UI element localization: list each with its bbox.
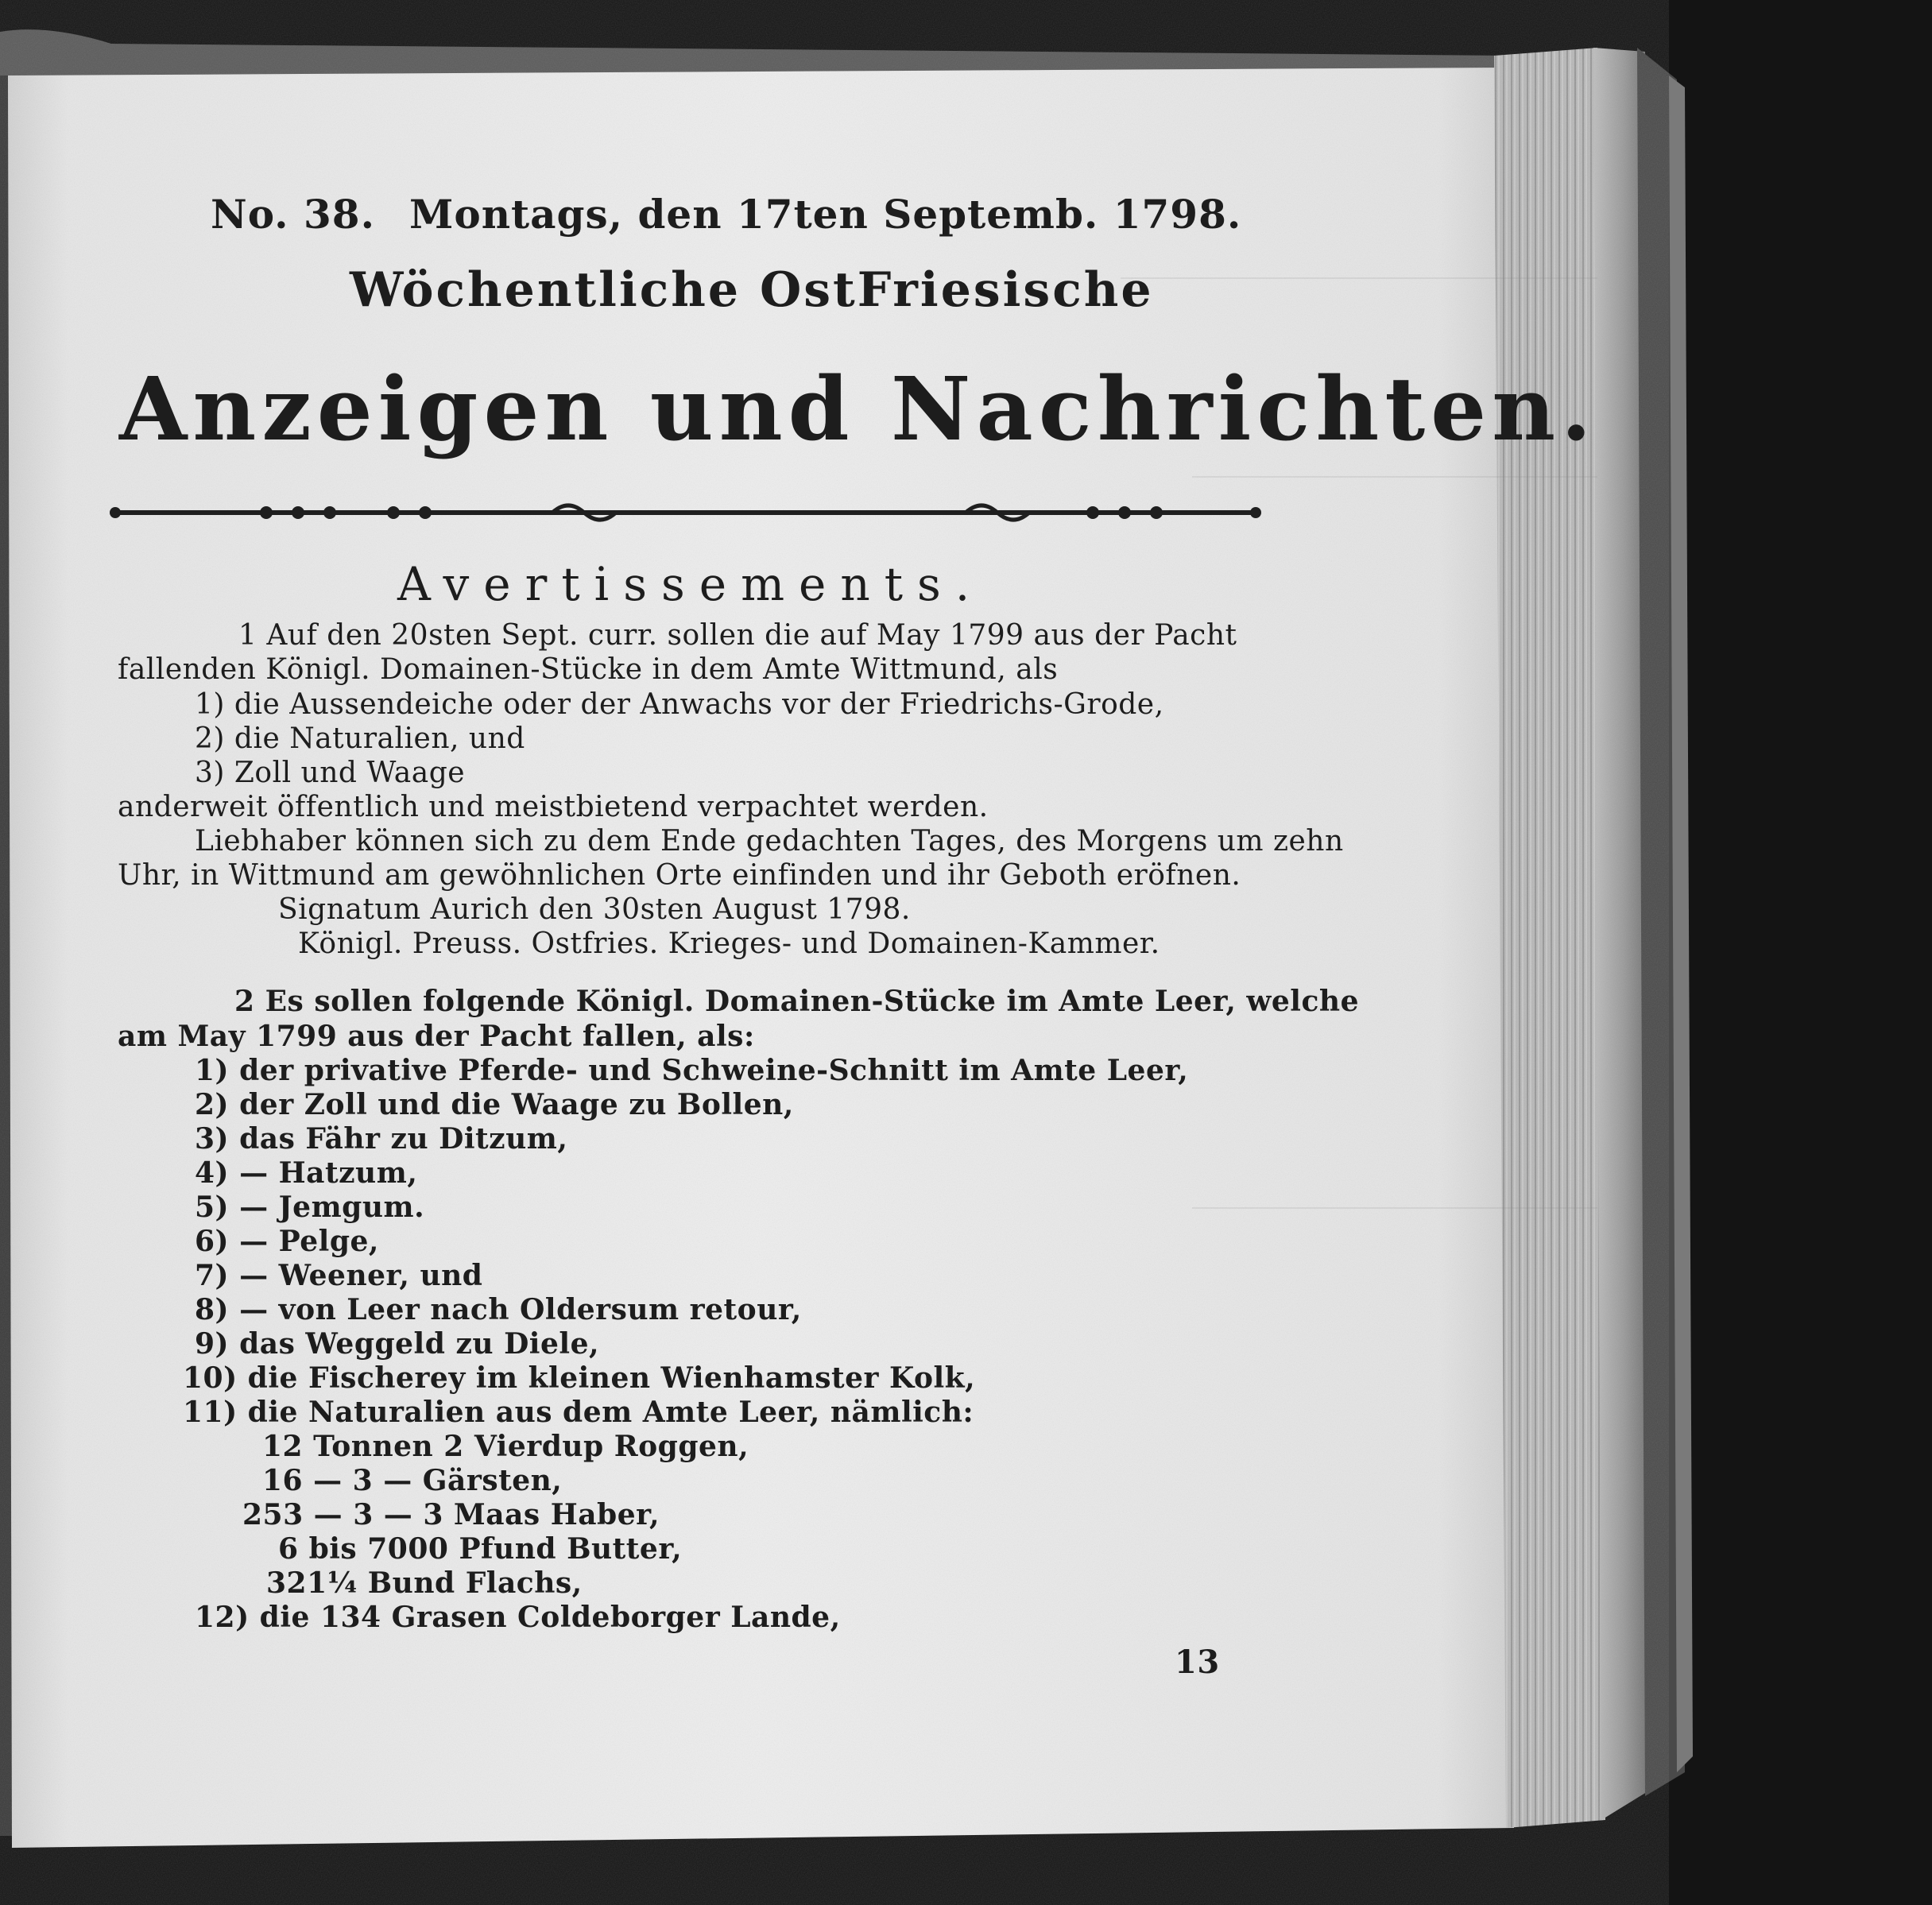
notice2-item: 6) — Pelge,: [195, 1225, 379, 1258]
notice2-item: 7) — Weener, und: [195, 1259, 483, 1292]
notice2-sub-item: 16 — 3 — Gärsten,: [262, 1464, 563, 1497]
issue-number: No. 38.: [211, 191, 375, 238]
notice2-item: 5) — Jemgum.: [195, 1191, 425, 1224]
page-number: 13: [1175, 1644, 1220, 1681]
issue-date: Montags, den 17ten Septemb. 1798.: [409, 191, 1242, 238]
ornamental-rule: [107, 493, 1264, 532]
notice1-item: 3) Zoll und Waage: [195, 757, 466, 789]
notice1-item: 2) die Naturalien, und: [195, 722, 525, 755]
section-title: Avertissements.: [397, 557, 985, 611]
notice2-item: 9) das Weggeld zu Diele,: [195, 1327, 600, 1361]
notice2-item: 4) — Hatzum,: [195, 1156, 418, 1190]
notice2-item: 2) der Zoll und die Waage zu Bollen,: [195, 1088, 794, 1121]
masthead-title: Anzeigen und Nachrichten.: [119, 358, 1597, 460]
notice2-item: 8) — von Leer nach Oldersum retour,: [195, 1293, 802, 1326]
notice2-sub-item: 6 bis 7000 Pfund Butter,: [278, 1532, 683, 1566]
notice1-line5: Uhr, in Wittmund am gewöhnlichen Orte einfinden und ihr Geboth eröfnen.: [118, 859, 1241, 892]
bleed-through-text: ―――――――――――――――――: [1192, 462, 1597, 490]
notice2-item: 1) der privative Pferde- und Schweine-Schnitt im Amte Leer,: [195, 1054, 1189, 1087]
notice1-authority: Königl. Preuss. Ostfries. Krieges- und Domainen-Kammer.: [298, 927, 1160, 960]
masthead-line-1: Wöchentliche OstFriesische: [350, 262, 1154, 318]
notice2-item: 10) die Fischerey im kleinen Wienhamster Kolk,: [183, 1361, 976, 1395]
notice1-item: 1) die Aussendeiche oder der Anwachs vor der Friedrichs-Grode,: [195, 688, 1164, 721]
notice1-line1: 1 Auf den 20sten Sept. curr. sollen die auf May 1799 aus der Pacht: [238, 619, 1237, 652]
notice2-last-item: 12) die 134 Grasen Coldeborger Lande,: [195, 1601, 841, 1634]
notice1-line2: fallenden Königl. Domainen-Stücke in dem Amte Wittmund, als: [118, 653, 1059, 686]
bleed-through-text: ――――――――――――――――――――: [1121, 263, 1597, 291]
notice1-line3: anderweit öffentlich und meistbietend verpachtet werden.: [118, 791, 989, 823]
bleed-through-text: ―――――――――――――――――: [1192, 1193, 1597, 1221]
notice2-line2: am May 1799 aus der Pacht fallen, als:: [118, 1020, 755, 1053]
notice1-line4: Liebhaber können sich zu dem Ende gedachten Tages, des Morgens um zehn: [195, 825, 1344, 858]
notice2-item: 3) das Fähr zu Ditzum,: [195, 1122, 568, 1156]
notice2-sub-item: 253 — 3 — 3 Maas Haber,: [242, 1498, 660, 1531]
notice1-signature: Signatum Aurich den 30sten August 1798.: [278, 893, 911, 926]
notice2-sub-item: 12 Tonnen 2 Vierdup Roggen,: [262, 1430, 749, 1463]
notice2-line1: 2 Es sollen folgende Königl. Domainen-Stücke im Amte Leer, welche: [234, 985, 1359, 1018]
notice2-item: 11) die Naturalien aus dem Amte Leer, nämlich:: [183, 1396, 974, 1429]
notice2-sub-item: 321¼ Bund Flachs,: [266, 1566, 583, 1600]
